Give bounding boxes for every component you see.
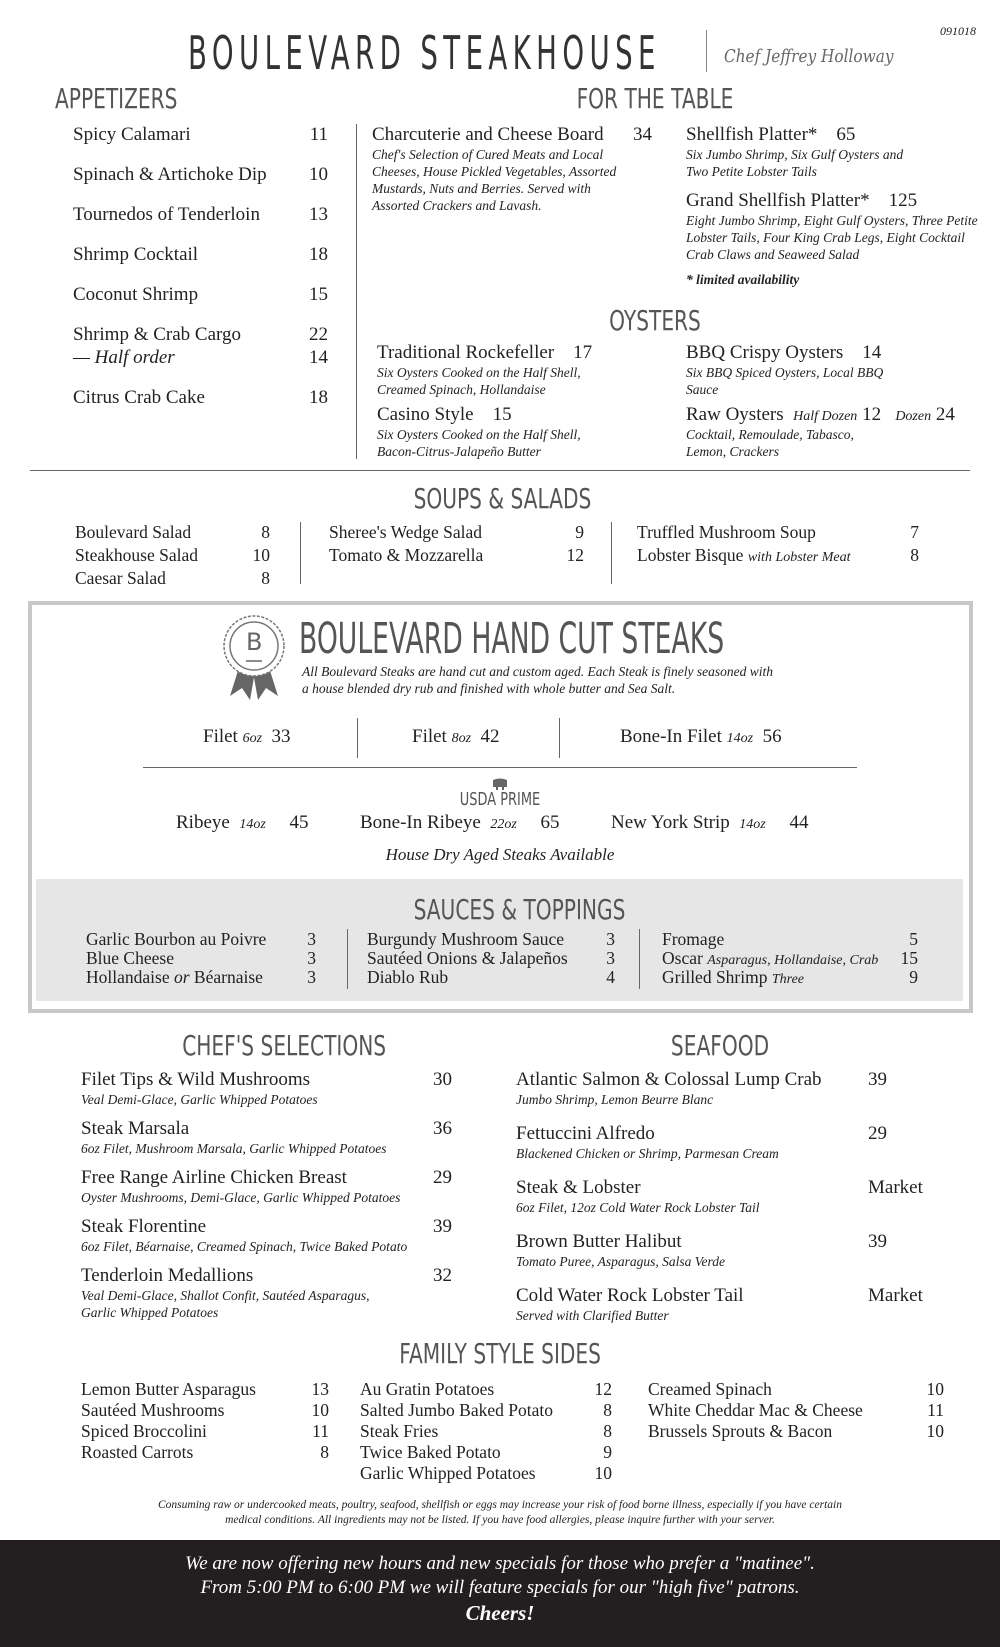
column-divider — [347, 929, 348, 989]
footer-line-2: From 5:00 PM to 6:00 PM we will feature specials for our "high five" patrons. — [200, 1577, 800, 1598]
menu-item: Sheree's Wedge Salad 9 — [329, 522, 584, 542]
section-divider — [30, 470, 970, 471]
menu-item: Grilled Shrimp Three 9 — [662, 967, 918, 987]
column-divider — [639, 929, 640, 989]
steak-item: New York Strip 14oz 44 — [611, 812, 809, 833]
food-safety-disclaimer: Consuming raw or undercooked meats, poultry, seafood, shellfish or eggs may increase your risk of food borne illness, especially if you have certain medical conditions. All ingredients may not be listed. If you have food allergies, please inquire further with your server. — [158, 1499, 842, 1526]
sauces-heading: SAUCES & TOPPINGS — [413, 893, 626, 926]
restaurant-name: BOULEVARD STEAKHOUSE — [188, 26, 661, 80]
menu-item: Traditional Rockefeller 17 Six Oysters Cooked on the Half Shell, Creamed Spinach, Hollandaise — [377, 342, 593, 397]
menu-item: Fromage 5 — [662, 929, 918, 949]
menu-item: Free Range Airline Chicken Breast 29 Oyster Mushrooms, Demi-Glace, Garlic Whipped Potatoes — [81, 1167, 452, 1205]
menu-item: Tomato & Mozzarella 12 — [329, 545, 584, 565]
steak-item: Bone-In Filet 14oz 56 — [620, 726, 782, 747]
seafood-heading: SEAFOOD — [670, 1029, 770, 1062]
menu-item: Twice Baked Potato 9 — [360, 1442, 612, 1462]
menu-item: Steak & Lobster Market 6oz Filet, 12oz Cold Water Rock Lobster Tail — [516, 1177, 923, 1215]
menu-item: Brussels Sprouts & Bacon 10 — [648, 1421, 944, 1441]
menu-item: Garlic Whipped Potatoes 10 — [360, 1463, 612, 1483]
oysters-heading: OYSTERS — [609, 304, 701, 337]
menu-item: Cold Water Rock Lobster Tail Market Served with Clarified Butter — [516, 1285, 923, 1323]
title-divider — [706, 30, 707, 72]
menu-item: Shrimp & Crab Cargo 22 — [73, 324, 328, 345]
badge-letter: B — [246, 628, 263, 656]
menu-item: Shellfish Platter* 65 Six Jumbo Shrimp, Six Gulf Oysters and Two Petite Lobster Tails — [686, 124, 904, 179]
steak-divider — [143, 767, 857, 768]
usda-prime-label: USDA PRIME — [459, 789, 541, 810]
menu-item: Sautéed Onions & Jalapeños 3 — [367, 948, 615, 968]
menu-item: Steakhouse Salad 10 — [75, 545, 270, 565]
column-divider — [611, 522, 612, 584]
for-the-table-heading: FOR THE TABLE — [576, 82, 734, 115]
column-divider — [356, 124, 357, 459]
menu-item: Shrimp Cocktail 18 — [73, 244, 328, 265]
menu-item: Hollandaise or Béarnaise 3 — [86, 967, 316, 987]
menu-item: Casino Style 15 Six Oysters Cooked on the Half Shell, Bacon-Citrus-Jalapeño Butter — [377, 404, 581, 459]
appetizers-heading: APPETIZERS — [55, 82, 178, 115]
menu-item: Spicy Calamari 11 — [73, 124, 328, 145]
menu-item: Au Gratin Potatoes 12 — [360, 1379, 612, 1399]
menu-item: Tournedos of Tenderloin 13 — [73, 204, 328, 225]
dry-aged-note: House Dry Aged Steaks Available — [385, 845, 615, 864]
menu-item: Roasted Carrots 8 — [81, 1442, 329, 1462]
menu-item: Diablo Rub 4 — [367, 967, 615, 987]
column-divider — [559, 718, 560, 758]
steak-item: Bone-In Ribeye 22oz 65 — [360, 812, 560, 833]
menu-item: Steak Fries 8 — [360, 1421, 612, 1441]
menu-item: Coconut Shrimp 15 — [73, 284, 328, 305]
steak-item: Filet 8oz 42 — [412, 726, 500, 747]
footer-cheers: Cheers! — [465, 1601, 535, 1625]
menu-item: Citrus Crab Cake 18 — [73, 387, 328, 408]
column-divider — [357, 718, 358, 758]
column-divider — [300, 522, 301, 584]
menu-item: Filet Tips & Wild Mushrooms 30 Veal Demi-Glace, Garlic Whipped Potatoes — [81, 1069, 452, 1107]
chef-name: Chef Jeffrey Holloway — [724, 46, 894, 67]
menu-item: Oscar Asparagus, Hollandaise, Crab 15 — [662, 948, 918, 968]
footer-line-1: We are now offering new hours and new specials for those who prefer a "matinee". — [185, 1553, 815, 1574]
menu-item: Boulevard Salad 8 — [75, 522, 270, 542]
menu-item: Garlic Bourbon au Poivre 3 — [86, 929, 316, 949]
menu-item: Spinach & Artichoke Dip 10 — [73, 164, 328, 185]
menu-item: Steak Marsala 36 6oz Filet, Mushroom Marsala, Garlic Whipped Potatoes — [81, 1118, 452, 1156]
menu-code: 091018 — [940, 24, 976, 38]
menu-item: Salted Jumbo Baked Potato 8 — [360, 1400, 612, 1420]
menu-item: Raw Oysters Half Dozen 12 Dozen 24 Cocktail, Remoulade, Tabasco, Lemon, Crackers — [686, 404, 955, 459]
menu-item: Charcuterie and Cheese Board 34 Chef's Selection of Cured Meats and Local Cheeses, House Pickled Vegetables, Assorted Mustards, Nuts and Berries. Served with Assorted Crackers and Lavash. — [372, 124, 652, 213]
steak-item: Ribeye 14oz 45 — [176, 812, 309, 833]
soups-salads-heading: SOUPS & SALADS — [413, 482, 592, 515]
menu-item: Grand Shellfish Platter* 125 Eight Jumbo Shrimp, Eight Gulf Oysters, Three Petite Lobster Tails, Four King Crab Legs, Eight Cocktail Crab Claws and Seaweed Salad — [686, 190, 978, 262]
menu-item: Lobster Bisque with Lobster Meat 8 — [637, 545, 919, 565]
family-style-sides-heading: FAMILY STYLE SIDES — [399, 1337, 601, 1370]
availability-note: * limited availability — [686, 272, 800, 287]
menu-item: Steak Florentine 39 6oz Filet, Béarnaise, Creamed Spinach, Twice Baked Potato — [81, 1216, 452, 1254]
menu-item: Sautéed Mushrooms 10 — [81, 1400, 329, 1420]
menu-item: Fettuccini Alfredo 29 Blackened Chicken or Shrimp, Parmesan Cream — [516, 1123, 887, 1161]
menu-item: — Half order 14 — [73, 347, 328, 368]
menu-item: Tenderloin Medallions 32 Veal Demi-Glace, Shallot Confit, Sautéed Asparagus, Garlic Whipped Potatoes — [81, 1265, 452, 1320]
menu-item: Truffled Mushroom Soup 7 — [637, 522, 919, 542]
menu-item: BBQ Crispy Oysters 14 Six BBQ Spiced Oysters, Local BBQ Sauce — [686, 342, 884, 397]
chefs-selections-heading: CHEF'S SELECTIONS — [182, 1029, 387, 1062]
menu-item: Creamed Spinach 10 — [648, 1379, 944, 1399]
menu-item: White Cheddar Mac & Cheese 11 — [648, 1400, 944, 1420]
menu-item: Atlantic Salmon & Colossal Lump Crab 39 Jumbo Shrimp, Lemon Beurre Blanc — [516, 1069, 887, 1107]
menu-item: Brown Butter Halibut 39 Tomato Puree, Asparagus, Salsa Verde — [516, 1231, 887, 1269]
menu-item: Caesar Salad 8 — [75, 568, 270, 588]
steaks-intro: All Boulevard Steaks are hand cut and custom aged. Each Steak is finely seasoned with a house blended dry rub and finished with whole butter and Sea Salt. — [302, 664, 774, 696]
menu-item: Spiced Broccolini 11 — [81, 1421, 329, 1441]
menu-item: Blue Cheese 3 — [86, 948, 316, 968]
menu-item: Burgundy Mushroom Sauce 3 — [367, 929, 615, 949]
steaks-heading: BOULEVARD HAND CUT STEAKS — [299, 614, 725, 664]
menu-item: Lemon Butter Asparagus 13 — [81, 1379, 329, 1399]
steak-item: Filet 6oz 33 — [203, 726, 291, 747]
